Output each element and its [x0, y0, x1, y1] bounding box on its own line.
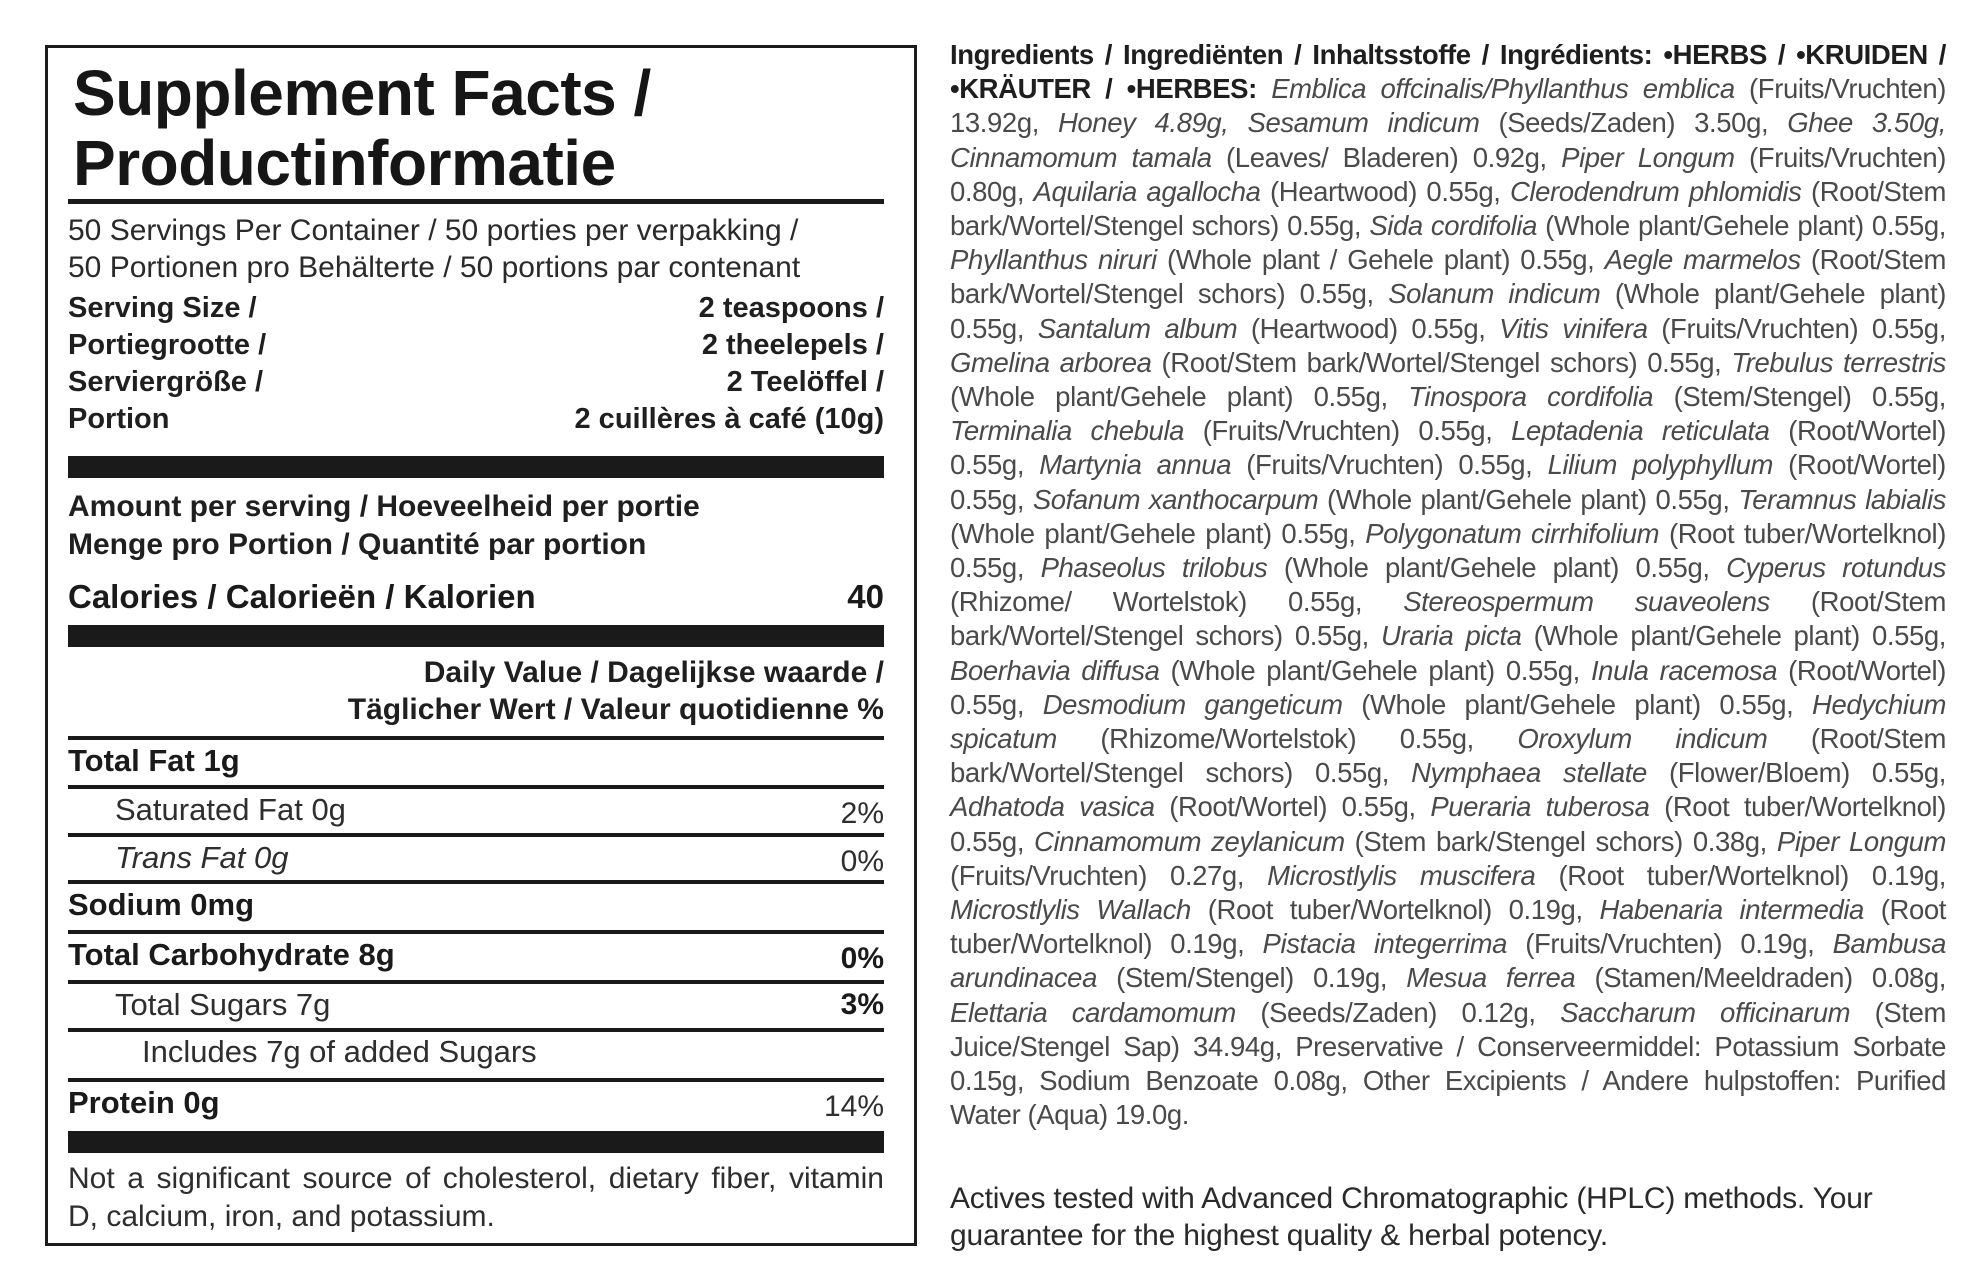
- actives-statement: Actives tested with Advanced Chromatographic (HPLC) methods. Your guarantee for the highest quality & herbal potency.: [950, 1182, 1873, 1252]
- ingredient-detail: (Root/Wortel) 0.55g,: [1169, 791, 1416, 823]
- title-line-2: Productinformatie: [73, 127, 616, 199]
- serving-size-label: Serving Size /: [68, 292, 257, 324]
- ingredient-latin-name: Solanum indicum: [1388, 278, 1601, 310]
- ingredient-latin-name: Cinnamomum tamala: [950, 141, 1212, 173]
- ingredient-latin-name: Polygonatum cirrhifolium: [1365, 517, 1660, 549]
- ingredient-detail: (Whole plant/Gehele plant) 0.55g,: [1545, 210, 1946, 242]
- ingredient-latin-name: Elettaria cardamomum: [950, 996, 1236, 1028]
- ingredient-detail: (Whole plant/Gehele plant) 0.55g,: [1361, 688, 1794, 720]
- serving-size-values: [464, 290, 884, 438]
- ingredient-detail: (Root tuber/Wortelknol) 0.55g,: [950, 791, 1946, 857]
- ingredient-detail: (Flower/Bloem) 0.55g,: [1669, 757, 1946, 789]
- ingredient-detail: (Fruits/Vruchten) 0.27g,: [950, 859, 1245, 891]
- ingredient-latin-name: Ghee 3.50g,: [1787, 107, 1946, 139]
- ingredient-detail: (Stem/Stengel) 0.55g,: [1673, 381, 1947, 413]
- ingredient-latin-name: Bambusa arundinacea: [950, 928, 1946, 994]
- ingredient-detail: (Whole plant/Gehele plant) 0.55g,: [1283, 552, 1710, 584]
- nutrient-label: Saturated Fat 0g: [115, 792, 346, 827]
- daily-value-header: [284, 654, 884, 728]
- ingredient-detail: (Root/Wortel) 0.55g,: [950, 654, 1946, 720]
- ingredient-latin-name: Desmodium gangeticum: [1042, 688, 1343, 720]
- ingredient-latin-name: Martynia annua: [1039, 449, 1232, 481]
- serving-size-label: Serviergröße /: [68, 366, 264, 398]
- rule-heavy: [68, 1131, 884, 1153]
- ingredient-latin-name: Boerhavia diffusa: [950, 654, 1160, 686]
- ingredient-detail: (Seeds/Zaden) 3.50g,: [1498, 107, 1769, 139]
- ingredient-detail: (Root/Stem bark/Wortel/Stengel schors) 0.55g,: [950, 586, 1946, 652]
- nutrient-label: Protein 0g: [68, 1085, 220, 1120]
- ingredient-detail: (Stem Juice/Stengel Sap) 34.94g,: [950, 996, 1946, 1062]
- ingredient-detail: (Fruits/Vruchten) 0.55g,: [1246, 449, 1533, 481]
- ingredient-detail: (Root/Wortel) 0.55g,: [950, 415, 1946, 481]
- ingredient-detail: (Fruits/Vruchten) 0.80g,: [950, 141, 1946, 207]
- calories-value: 40: [847, 578, 884, 615]
- ingredient-latin-name: Uraria picta: [1380, 620, 1522, 652]
- ingredient-latin-name: Piper Longum: [1561, 141, 1735, 173]
- ingredient-latin-name: Gmelina arborea: [950, 346, 1152, 378]
- serving-size-value: 2 cuillères à café (10g): [574, 403, 884, 435]
- servings-line-1: 50 Servings Per Container / 50 porties per verpakking /: [68, 214, 799, 247]
- ingredient-latin-name: Microstlylis Wallach: [950, 894, 1191, 926]
- ingredient-detail: (Root/Stem bark/Wortel/Stengel schors) 0.55g,: [950, 175, 1947, 242]
- ingredient-latin-name: Pistacia integerrima: [1262, 928, 1507, 960]
- serving-size-value: 2 teaspoons /: [698, 292, 884, 324]
- ingredient-detail: (Stem bark/Stengel schors) 0.38g,: [1354, 825, 1767, 857]
- rule-heavy: [68, 625, 884, 647]
- ingredient-detail: (Fruits/Vruchten) 13.92g,: [950, 73, 1946, 139]
- nutrient-pct: 0%: [840, 942, 884, 975]
- ingredient-latin-name: Clerodendrum phlomidis: [1509, 175, 1802, 207]
- rule: [68, 980, 884, 984]
- calories-label: Calories / Calorieën / Kalorien: [68, 578, 536, 615]
- nutrient-pct: 14%: [823, 1090, 884, 1123]
- ingredient-detail: (Root/Stem bark/Wortel/Stengel schors) 0.55g,: [950, 244, 1946, 310]
- ingredient-latin-name: Mesua ferrea: [1406, 962, 1576, 994]
- ingredient-detail: (Root/Stem bark/Wortel/Stengel schors) 0.55g,: [950, 723, 1946, 789]
- ingredient-detail: (Heartwood) 0.55g,: [1270, 175, 1501, 207]
- rule: [68, 1078, 884, 1082]
- ingredient-latin-name: Piper Longum: [1776, 825, 1947, 857]
- ingredient-latin-name: Nymphaea stellate: [1411, 757, 1647, 789]
- ingredient-detail: (Fruits/Vruchten) 0.19g,: [1525, 928, 1815, 960]
- serving-size-label: Portiegrootte /: [68, 329, 267, 361]
- ingredient-detail: (Seeds/Zaden) 0.12g,: [1260, 996, 1536, 1028]
- ingredient-detail: (Root/Wortel) 0.55g,: [950, 449, 1946, 515]
- title-line-1: Supplement Facts /: [73, 57, 651, 129]
- nutrient-pct: 2%: [840, 797, 884, 830]
- rule: [68, 880, 884, 884]
- ingredient-detail: (Root tuber/Wortelknol) 0.19g,: [950, 894, 1947, 960]
- ingredient-detail: (Whole plant/Gehele plant) 0.55g,: [1327, 483, 1730, 515]
- ingredient-detail: (Whole plant / Gehele plant) 0.55g,: [1166, 244, 1595, 276]
- ingredient-latin-name: Leptadenia reticulata: [1511, 415, 1770, 447]
- ingredient-latin-name: Hedychium spicatum: [950, 688, 1946, 755]
- nutrient-label: Includes 7g of added Sugars: [142, 1034, 537, 1069]
- serving-size-labels: [68, 290, 266, 438]
- rule: [68, 930, 884, 934]
- ingredient-detail: (Stamen/Meeldraden) 0.08g,: [1594, 962, 1946, 994]
- serving-size-value: 2 Teelöffel /: [726, 366, 884, 398]
- ingredient-latin-name: Oroxylum indicum: [1517, 723, 1768, 755]
- ingredient-latin-name: Tinospora cordifolia: [1408, 381, 1654, 413]
- ingredient-latin-name: Sesamum indicum: [1247, 107, 1480, 139]
- nutrient-label: Total Fat 1g: [68, 743, 240, 778]
- servings-line-2: 50 Portionen pro Behälterte / 50 portions par contenant: [68, 251, 801, 284]
- ingredient-latin-name: Lilium polyphyllum: [1547, 449, 1773, 481]
- panel-title: [73, 58, 651, 198]
- ingredient-latin-name: Trebulus terrestris: [1731, 346, 1947, 378]
- ingredient-detail: (Fruits/Vruchten) 0.55g,: [1202, 415, 1493, 447]
- ingredient-latin-name: Stereospermum suaveolens: [1403, 586, 1770, 618]
- ingredient-latin-name: Aegle marmelos: [1604, 244, 1801, 276]
- ingredient-latin-name: Aquilaria agallocha: [1033, 175, 1261, 207]
- ingredient-latin-name: Inula racemosa: [1590, 654, 1778, 686]
- ingredient-latin-name: Sida cordifolia: [1369, 210, 1537, 242]
- ingredient-latin-name: Phyllanthus niruri: [950, 244, 1157, 276]
- supplement-facts-panel: [45, 45, 917, 1246]
- ingredient-detail: (Whole plant/Gehele plant) 0.55g,: [950, 278, 1946, 344]
- amount-line-1: Amount per serving / Hoeveelheid per portie: [68, 490, 700, 523]
- ingredient-latin-name: Microstlylis muscifera: [1267, 859, 1536, 891]
- ingredient-latin-name: Sofanum xanthocarpum: [1032, 483, 1319, 515]
- ingredient-latin-name: Honey 4.89g,: [1057, 107, 1229, 139]
- nutrient-label: Total Sugars 7g: [115, 987, 331, 1022]
- ingredient-latin-name: Habenaria intermedia: [1599, 894, 1864, 926]
- nutrient-pct: 0%: [840, 845, 884, 878]
- ingredient-latin-name: Cyperus rotundus: [1726, 552, 1946, 584]
- ingredient-latin-name: Saccharum officinarum: [1560, 996, 1851, 1028]
- nutrient-label: Trans Fat 0g: [115, 840, 289, 875]
- ingredients-heading: Ingredients / Ingrediënten / Inhaltsstoffe / Ingrédients: •HERBS / •KRUIDEN / •KRÄUTER / •HERBES:: [950, 39, 1946, 105]
- ingredient-detail: (Rhizome/Wortelstok) 0.55g,: [1100, 723, 1474, 755]
- ingredient-latin-name: Adhatoda vasica: [950, 791, 1155, 823]
- ingredient-latin-name: Cinnamomum zeylanicum: [1034, 825, 1345, 857]
- serving-size-label: Portion: [68, 403, 170, 435]
- dv-line-1: Daily Value / Dagelijkse waarde /: [423, 656, 884, 689]
- ingredient-latin-name: Terminalia chebula: [950, 415, 1185, 447]
- ingredient-detail: (Fruits/Vruchten) 0.55g,: [1661, 312, 1946, 344]
- ingredient-detail: (Heartwood) 0.55g,: [1250, 312, 1486, 344]
- ingredients-text: [950, 38, 1946, 1133]
- footnote: Not a significant source of cholesterol, dietary fiber, vitamin D, calcium, iron, and potassium.: [68, 1162, 884, 1233]
- ingredient-detail: (Whole plant/Gehele plant) 0.55g,: [950, 381, 1388, 413]
- serving-size-value: 2 theelepels /: [701, 329, 884, 361]
- ingredient-latin-name: Santalum album: [1037, 312, 1238, 344]
- ingredient-detail: (Stem/Stengel) 0.19g,: [1116, 962, 1388, 994]
- servings-per-container: [68, 212, 800, 286]
- ingredient-detail: (Root tuber/Wortelknol) 0.55g,: [950, 517, 1946, 584]
- ingredient-detail: (Root/Stem bark/Wortel/Stengel schors) 0.55g,: [1161, 346, 1722, 378]
- nutrient-label: Total Carbohydrate 8g: [68, 937, 395, 972]
- ingredient-detail: (Whole plant/Gehele plant) 0.55g,: [1533, 620, 1947, 652]
- ingredient-detail: (Leaves/ Bladeren) 0.92g,: [1226, 141, 1547, 173]
- ingredient-latin-name: Teramnus labialis: [1738, 483, 1947, 515]
- rule: [68, 1028, 884, 1032]
- ingredient-detail: (Whole plant/Gehele plant) 0.55g,: [950, 517, 1356, 549]
- rule-thick: [68, 199, 884, 204]
- ingredient-detail: (Root tuber/Wortelknol) 0.19g,: [1207, 894, 1583, 926]
- ingredient-latin-name: Pueraria tuberosa: [1430, 791, 1650, 823]
- nutrient-label: Sodium 0mg: [68, 887, 255, 922]
- ingredient-detail: (Whole plant/Gehele plant) 0.55g,: [1170, 654, 1580, 686]
- rule: [68, 736, 884, 740]
- rule-heavy: [68, 456, 884, 478]
- ingredient-latin-name: Emblica offcinalis/Phyllanthus emblica: [1271, 73, 1735, 105]
- ingredient-latin-name: Vitis vinifera: [1499, 312, 1648, 344]
- dv-line-2: Täglicher Wert / Valeur quotidienne %: [347, 693, 884, 726]
- ingredient-detail: (Rhizome/ Wortelstok) 0.55g,: [950, 586, 1363, 618]
- amount-line-2: Menge pro Portion / Quantité par portion: [68, 528, 647, 561]
- rule: [68, 833, 884, 837]
- nutrient-pct: 3%: [840, 988, 884, 1021]
- ingredient-detail: (Root tuber/Wortelknol) 0.19g,: [1558, 859, 1946, 891]
- amount-per-serving: [68, 488, 700, 564]
- rule: [68, 785, 884, 789]
- ingredient-latin-name: Phaseolus trilobus: [1040, 552, 1268, 584]
- ingredient-detail: Preservative / Conserveermiddel: Potassium Sorbate 0.15g, Sodium Benzoate 0.08g, Other Excipients / Andere hulpstoffen: Purified Water (Aqua) 19.0g.: [950, 1030, 1946, 1131]
